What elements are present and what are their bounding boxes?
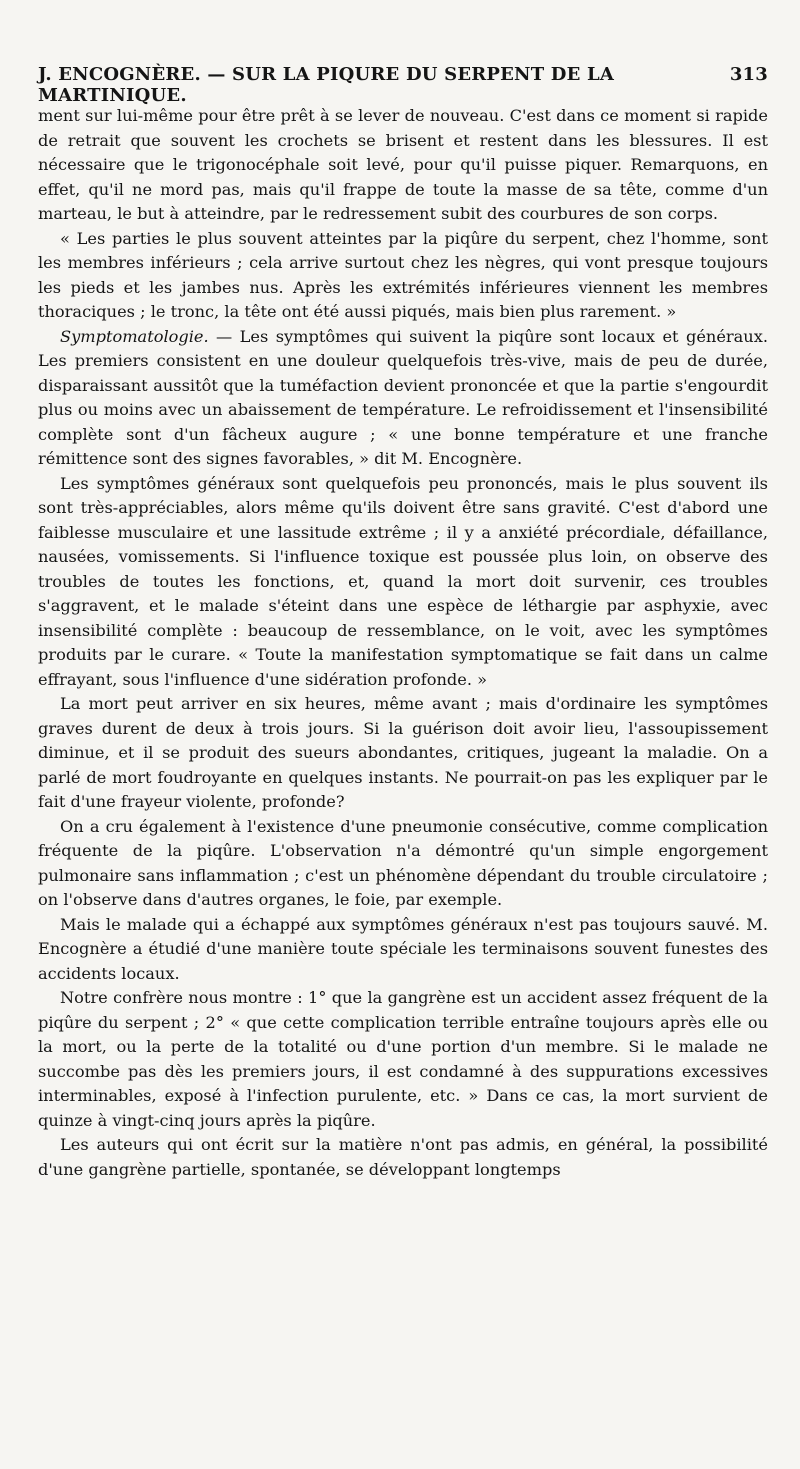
paragraph-text: Les auteurs qui ont écrit sur la matière n'ont pas admis, en général, la possibilité d'une gangrène partielle, spontanée, se développant longtemps [38, 1135, 768, 1179]
paragraph [38, 913, 768, 987]
paragraph-text: ment sur lui-même pour être prêt à se lever de nouveau. C'est dans ce moment si rapide de retrait que souvent les crochets se brisent et restent dans les blessures. Il est nécessaire que le trigonocéphale soit levé, pour qu'il puisse piquer. Remarquons, en effet, qu'il ne mord pas, mais qu'il frappe de toute la masse de sa tête, comme d'un marteau, le but à atteindre, par le redressement subit des courbures de son corps. [38, 106, 768, 223]
paragraph-text: Les symptômes généraux sont quelquefois peu prononcés, mais le plus souvent ils sont très-appréciables, alors même qu'ils doivent être sans gravité. C'est d'abord une faiblesse musculaire et une lassitude extrême ; il y a anxiété précordiale, défaillance, nausées, vomissements. Si l'influence toxique est poussée plus loin, on observe des troubles de toutes les fonctions, et, quand la mort doit survenir, ces troubles s'aggravent, et le malade s'éteint dans une espèce de léthargie par asphyxie, avec insensibilité complète : beaucoup de ressemblance, on le voit, avec les symptômes produits par le curare. « Toute la manifestation symptomatique se fait dans un calme effrayant, sous l'influence d'une sidération profonde. » [38, 473, 768, 689]
body-text [38, 104, 768, 1182]
paragraph [38, 815, 768, 913]
paragraph [38, 1133, 768, 1182]
paragraph [38, 325, 768, 472]
running-title: J. ENCOGNÈRE. — SUR LA PIQURE DU SERPENT DE LA MARTINIQUE. [38, 64, 614, 106]
paragraph-text: La mort peut arriver en six heures, même avant ; mais d'ordinaire les symptômes graves durent de deux à trois jours. Si la guérison doit avoir lieu, l'assoupissement diminue, et il se produit des sueurs abondantes, critiques, jugeant la maladie. On a parlé de mort foudroyante en quelques instants. Ne pourrait-on pas les expliquer par le fait d'une frayeur violente, profonde? [38, 694, 768, 811]
paragraph [38, 472, 768, 693]
paragraph-text: Mais le malade qui a échappé aux symptômes généraux n'est pas toujours sauvé. M. Encognère a étudié d'une manière toute spéciale les terminaisons souvent funestes des accidents locaux. [38, 914, 768, 983]
paragraph [38, 986, 768, 1133]
page-number: 313 [729, 64, 768, 85]
paragraph-text: « Les parties le plus souvent atteintes par la piqûre du serpent, chez l'homme, sont les membres inférieurs ; cela arrive surtout chez les nègres, qui vont presque toujours les pieds et les jambes nus. Après les extrémités inférieures viennent les membres thoraciques ; le tronc, la tête ont été aussi piqués, mais bien plus rarement. » [38, 228, 768, 321]
paragraph-text: — Les symptômes qui suivent la piqûre sont locaux et généraux. Les premiers consistent en une douleur quelquefois très-vive, mais de peu de durée, disparaissant aussitôt que la tuméfaction devient prononcée et que la partie s'engourdit plus ou moins avec un abaissement de température. Le refroidissement et l'insensibilité complète sont d'un fâcheux augure ; « une bonne température et une franche rémittence sont des signes favorables, » dit M. Encognère. [38, 326, 768, 468]
section-heading: Symptomatologie. [60, 326, 209, 346]
paragraph-text: On a cru également à l'existence d'une pneumonie consécutive, comme complication fréquente de la piqûre. L'observation n'a démontré qu'un simple engorgement pulmonaire sans inflammation ; c'est un phénomène dépendant du trouble circulatoire ; on l'observe dans d'autres organes, le foie, par exemple. [38, 816, 768, 909]
page-header [38, 60, 768, 106]
paragraph [38, 692, 768, 815]
paragraph-text: Notre confrère nous montre : 1° que la gangrène est un accident assez fréquent de la piqûre du serpent ; 2° « que cette complication terrible entraîne toujours après elle ou la mort, ou la perte de la totalité ou d'une portion d'un membre. Si le malade ne succombe pas dès les premiers jours, il est condamné à des suppurations excessives interminables, exposé à l'infection purulente, etc. » Dans ce cas, la mort survient de quinze à vingt-cinq jours après la piqûre. [38, 988, 768, 1130]
paragraph [38, 227, 768, 325]
paragraph [38, 104, 768, 227]
